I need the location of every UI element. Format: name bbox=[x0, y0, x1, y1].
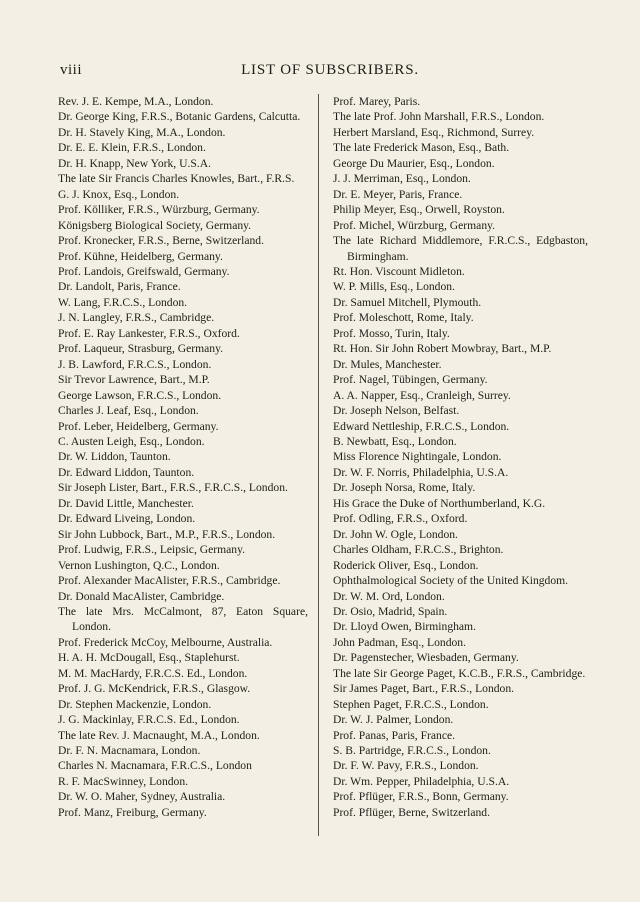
subscriber-entry: Dr. W. Liddon, Taunton. bbox=[58, 450, 171, 464]
page-header bbox=[60, 62, 600, 82]
subscriber-entry: Prof. Leber, Heidelberg, Germany. bbox=[58, 419, 219, 433]
subscriber-entry: John Padman, Esq., London. bbox=[333, 635, 466, 649]
subscriber-entry: Dr. Joseph Nelson, Belfast. bbox=[333, 404, 460, 418]
subscriber-entry: Dr. F. W. Pavy, F.R.S., London. bbox=[333, 759, 479, 773]
left-column bbox=[58, 94, 308, 820]
subscriber-entry: His Grace the Duke of Northumberland, K.G. bbox=[333, 496, 546, 510]
page-number: viii bbox=[60, 62, 83, 78]
subscriber-entry: Sir Trevor Lawrence, Bart., M.P. bbox=[58, 373, 210, 387]
subscriber-entry: Edward Nettleship, F.R.C.S., London. bbox=[333, 419, 510, 433]
subscriber-entry: Dr. George King, F.R.S., Botanic Gardens, Calcutta. bbox=[58, 110, 301, 124]
subscriber-entry: Dr. Pagenstecher, Wiesbaden, Germany. bbox=[333, 651, 519, 665]
subscriber-entry: Dr. Samuel Mitchell, Plymouth. bbox=[333, 295, 482, 309]
subscriber-entry: Dr. Joseph Norsa, Rome, Italy. bbox=[333, 481, 476, 495]
subscriber-entry: A. A. Napper, Esq., Cranleigh, Surrey. bbox=[333, 388, 511, 402]
subscriber-entry: Dr. H. Stavely King, M.A., London. bbox=[58, 125, 226, 139]
subscriber-entry: Roderick Oliver, Esq., London. bbox=[333, 558, 479, 572]
subscriber-entry: M. M. MacHardy, F.R.C.S. Ed., London. bbox=[58, 666, 248, 680]
subscriber-entry: Dr. W. M. Ord, London. bbox=[333, 589, 445, 603]
subscriber-entry: Dr. Edward Liveing, London. bbox=[58, 512, 196, 526]
subscriber-entry: George Du Maurier, Esq., London. bbox=[333, 156, 495, 170]
subscriber-entry: Rt. Hon. Sir John Robert Mowbray, Bart., M.P. bbox=[333, 342, 552, 356]
subscriber-entry: Prof. Alexander MacAlister, F.R.S., Cambridge. bbox=[58, 574, 281, 588]
subscriber-entry: The late Sir Francis Charles Knowles, Bart., F.R.S. bbox=[58, 172, 295, 186]
subscriber-entry: The late Frederick Mason, Esq., Bath. bbox=[333, 141, 510, 155]
subscriber-entry: Dr. Edward Liddon, Taunton. bbox=[58, 465, 195, 479]
column-divider bbox=[318, 94, 319, 836]
subscriber-entry: Dr. Osio, Madrid, Spain. bbox=[333, 604, 448, 618]
subscriber-entry: Rev. J. E. Kempe, M.A., London. bbox=[58, 95, 214, 108]
subscriber-entry: Prof. Ludwig, F.R.S., Leipsic, Germany. bbox=[58, 543, 246, 557]
subscriber-entry: C. Austen Leigh, Esq., London. bbox=[58, 434, 205, 448]
subscriber-entry: Charles Oldham, F.R.C.S., Brighton. bbox=[333, 543, 504, 557]
subscriber-entry: Sir James Paget, Bart., F.R.S., London. bbox=[333, 682, 515, 696]
subscriber-entry: Dr. Donald MacAlister, Cambridge. bbox=[58, 589, 225, 603]
subscriber-entry: J. N. Langley, F.R.S., Cambridge. bbox=[58, 311, 215, 325]
subscriber-entry: Dr. E. Meyer, Paris, France. bbox=[333, 187, 463, 201]
subscriber-entry: Prof. J. G. McKendrick, F.R.S., Glasgow. bbox=[58, 682, 251, 696]
subscriber-entry: Königsberg Biological Society, Germany. bbox=[58, 218, 252, 232]
subscriber-entry: Dr. John W. Ogle, London. bbox=[333, 527, 458, 541]
subscriber-entry: G. J. Knox, Esq., London. bbox=[58, 187, 180, 201]
page-title: LIST OF SUBSCRIBERS. bbox=[241, 62, 419, 78]
subscriber-entry: Rt. Hon. Viscount Midleton. bbox=[333, 264, 465, 278]
subscriber-entry: Prof. Nagel, Tübingen, Germany. bbox=[333, 373, 488, 387]
subscriber-entry: Dr. W. O. Maher, Sydney, Australia. bbox=[58, 790, 226, 804]
subscriber-entry: Miss Florence Nightingale, London. bbox=[333, 450, 502, 464]
subscriber-entry: Prof. Michel, Würzburg, Germany. bbox=[333, 218, 496, 232]
subscriber-entry: W. P. Mills, Esq., London. bbox=[333, 280, 455, 294]
subscriber-entry: Prof. Moleschott, Rome, Italy. bbox=[333, 311, 474, 325]
subscriber-entry: W. Lang, F.R.C.S., London. bbox=[58, 295, 188, 309]
subscriber-entry: Philip Meyer, Esq., Orwell, Royston. bbox=[333, 203, 505, 217]
subscriber-entry: Stephen Paget, F.R.C.S., London. bbox=[333, 697, 489, 711]
subscriber-entry: Sir Joseph Lister, Bart., F.R.S., F.R.C.S., London. bbox=[58, 481, 288, 495]
subscriber-entry: Prof. Laqueur, Strasburg, Germany. bbox=[58, 342, 224, 356]
subscriber-entry: Herbert Marsland, Esq., Richmond, Surrey. bbox=[333, 125, 535, 139]
right-column bbox=[333, 94, 588, 820]
subscriber-entry: Dr. W. J. Palmer, London. bbox=[333, 713, 454, 727]
subscriber-entry: Prof. Kühne, Heidelberg, Germany. bbox=[58, 249, 223, 263]
subscriber-entry: Prof. Kronecker, F.R.S., Berne, Switzerland. bbox=[58, 234, 264, 248]
subscriber-entry: Charles J. Leaf, Esq., London. bbox=[58, 404, 199, 418]
subscriber-entry: Dr. F. N. Macnamara, London. bbox=[58, 744, 201, 758]
subscriber-entry: George Lawson, F.R.C.S., London. bbox=[58, 388, 222, 402]
subscriber-entry: J. G. Mackinlay, F.R.C.S. Ed., London. bbox=[58, 713, 240, 727]
subscriber-entry: Prof. Manz, Freiburg, Germany. bbox=[58, 805, 207, 819]
subscriber-entry: Prof. E. Ray Lankester, F.R.S., Oxford. bbox=[58, 326, 240, 340]
subscriber-entry: Dr. Wm. Pepper, Philadelphia, U.S.A. bbox=[333, 774, 510, 788]
subscriber-entry: Vernon Lushington, Q.C., London. bbox=[58, 558, 220, 572]
subscriber-entry: J. B. Lawford, F.R.C.S., London. bbox=[58, 357, 212, 371]
subscriber-entry: Prof. Marey, Paris. bbox=[333, 95, 421, 108]
subscriber-entry: J. J. Merriman, Esq., London. bbox=[333, 172, 471, 186]
subscriber-entry: S. B. Partridge, F.R.C.S., London. bbox=[333, 744, 491, 758]
subscriber-entry: The late Sir George Paget, K.C.B., F.R.S., Cambridge. bbox=[333, 666, 586, 680]
subscriber-entry: Prof. Frederick McCoy, Melbourne, Australia. bbox=[58, 635, 273, 649]
subscriber-entry: Charles N. Macnamara, F.R.C.S., London bbox=[58, 759, 252, 773]
subscriber-entry: Prof. Pflüger, F.R.S., Bonn, Germany. bbox=[333, 790, 509, 804]
subscriber-entry: H. A. H. McDougall, Esq., Staplehurst. bbox=[58, 651, 240, 665]
subscriber-entry: Dr. Landolt, Paris, France. bbox=[58, 280, 181, 294]
subscriber-entry: Prof. Panas, Paris, France. bbox=[333, 728, 456, 742]
subscriber-entry: Prof. Mosso, Turin, Italy. bbox=[333, 326, 450, 340]
subscriber-entry: Dr. Lloyd Owen, Birmingham. bbox=[333, 620, 476, 634]
subscriber-entry: Prof. Pflüger, Berne, Switzerland. bbox=[333, 805, 490, 819]
subscriber-entry: Dr. Stephen Mackenzie, London. bbox=[58, 697, 212, 711]
subscriber-entry: Dr. E. E. Klein, F.R.S., London. bbox=[58, 141, 206, 155]
subscriber-entry: Prof. Landois, Greifswald, Germany. bbox=[58, 264, 230, 278]
subscriber-entry: Ophthalmological Society of the United Kingdom. bbox=[333, 574, 569, 588]
subscriber-entry: Prof. Kölliker, F.R.S., Würzburg, Germany. bbox=[58, 203, 260, 217]
subscriber-entry: B. Newbatt, Esq., London. bbox=[333, 434, 457, 448]
subscriber-entry: Dr. David Little, Manchester. bbox=[58, 496, 194, 510]
subscriber-entry: Prof. Odling, F.R.S., Oxford. bbox=[333, 512, 468, 526]
subscriber-entry: Dr. Mules, Manchester. bbox=[333, 357, 442, 371]
subscriber-entry: The late Prof. John Marshall, F.R.S., London. bbox=[333, 110, 545, 124]
subscriber-entry: Sir John Lubbock, Bart., M.P., F.R.S., London. bbox=[58, 527, 276, 541]
subscriber-entry: The late Rev. J. Macnaught, M.A., London. bbox=[58, 728, 260, 742]
subscriber-entry: Dr. H. Knapp, New York, U.S.A. bbox=[58, 156, 211, 170]
subscriber-entry: Dr. W. F. Norris, Philadelphia, U.S.A. bbox=[333, 465, 509, 479]
subscriber-entry: The late Richard Middlemore, F.R.C.S., Edgbaston, Birmingham. bbox=[333, 234, 588, 263]
subscriber-entry: The late Mrs. McCalmont, 87, Eaton Square, London. bbox=[58, 604, 308, 634]
subscriber-entry: R. F. MacSwinney, London. bbox=[58, 774, 189, 788]
